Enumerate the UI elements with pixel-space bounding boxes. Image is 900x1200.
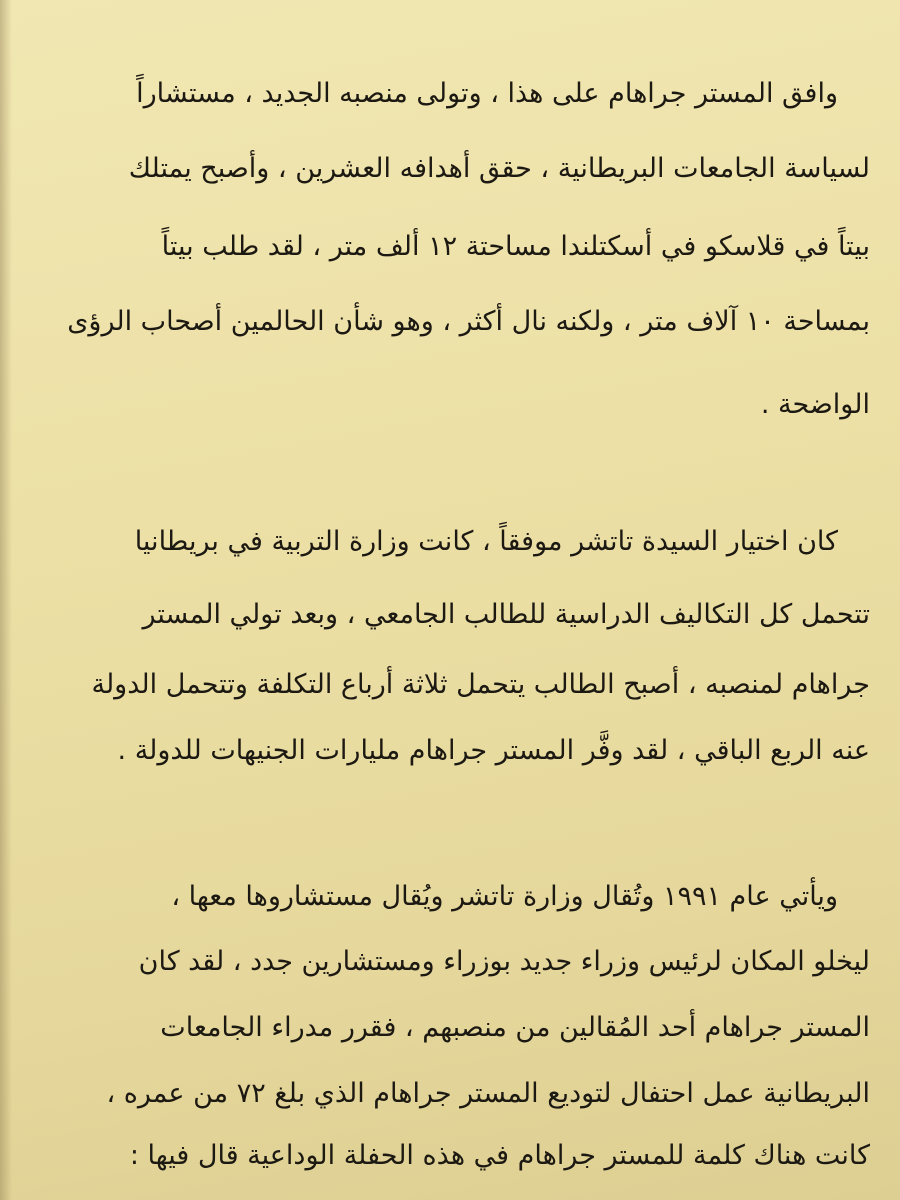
paragraph-2-line-1: كان اختيار السيدة تاتشر موفقاً ، كانت وزارة التربية في بريطانيا [134, 526, 838, 557]
paragraph-3-line-2: ليخلو المكان لرئيس وزراء جديد بوزراء ومستشارين جدد ، لقد كان [138, 946, 870, 977]
paragraph-1-line-4: بمساحة ١٠ آلاف متر ، ولكنه نال أكثر ، وهو شأن الحالمين أصحاب الرؤى [67, 306, 870, 337]
paragraph-1-line-5: الواضحة . [760, 389, 870, 420]
paragraph-2-line-2: تتحمل كل التكاليف الدراسية للطالب الجامعي ، وبعد تولي المستر [142, 599, 870, 630]
paragraph-3-line-5: كانت هناك كلمة للمستر جراهام في هذه الحفلة الوداعية قال فيها : [129, 1140, 870, 1171]
paragraph-3-line-3: المستر جراهام أحد المُقالين من منصبهم ، فقرر مدراء الجامعات [160, 1012, 870, 1043]
paragraph-1-line-2: لسياسة الجامعات البريطانية ، حقق أهدافه العشرين ، وأصبح يمتلك [128, 153, 870, 184]
paragraph-3-line-4: البريطانية عمل احتفال لتوديع المستر جراهام الذي بلغ ٧٢ من عمره ، [106, 1078, 870, 1109]
page-fold-shadow [0, 0, 12, 1200]
paragraph-1-line-3: بيتاً في قلاسكو في أسكتلندا مساحتة ١٢ ألف متر ، لقد طلب بيتاً [161, 231, 870, 262]
paragraph-2-line-3: جراهام لمنصبه ، أصبح الطالب يتحمل ثلاثة أرباع التكلفة وتتحمل الدولة [91, 669, 870, 700]
paragraph-3-line-1: ويأتي عام ١٩٩١ وتُقال وزارة تاتشر ويُقال مستشاروها معها ، [171, 881, 838, 912]
paragraph-1-line-1: وافق المستر جراهام على هذا ، وتولى منصبه الجديد ، مستشاراً [136, 78, 838, 109]
paragraph-2-line-4: عنه الربع الباقي ، لقد وفَّر المستر جراهام مليارات الجنيهات للدولة . [117, 735, 870, 766]
